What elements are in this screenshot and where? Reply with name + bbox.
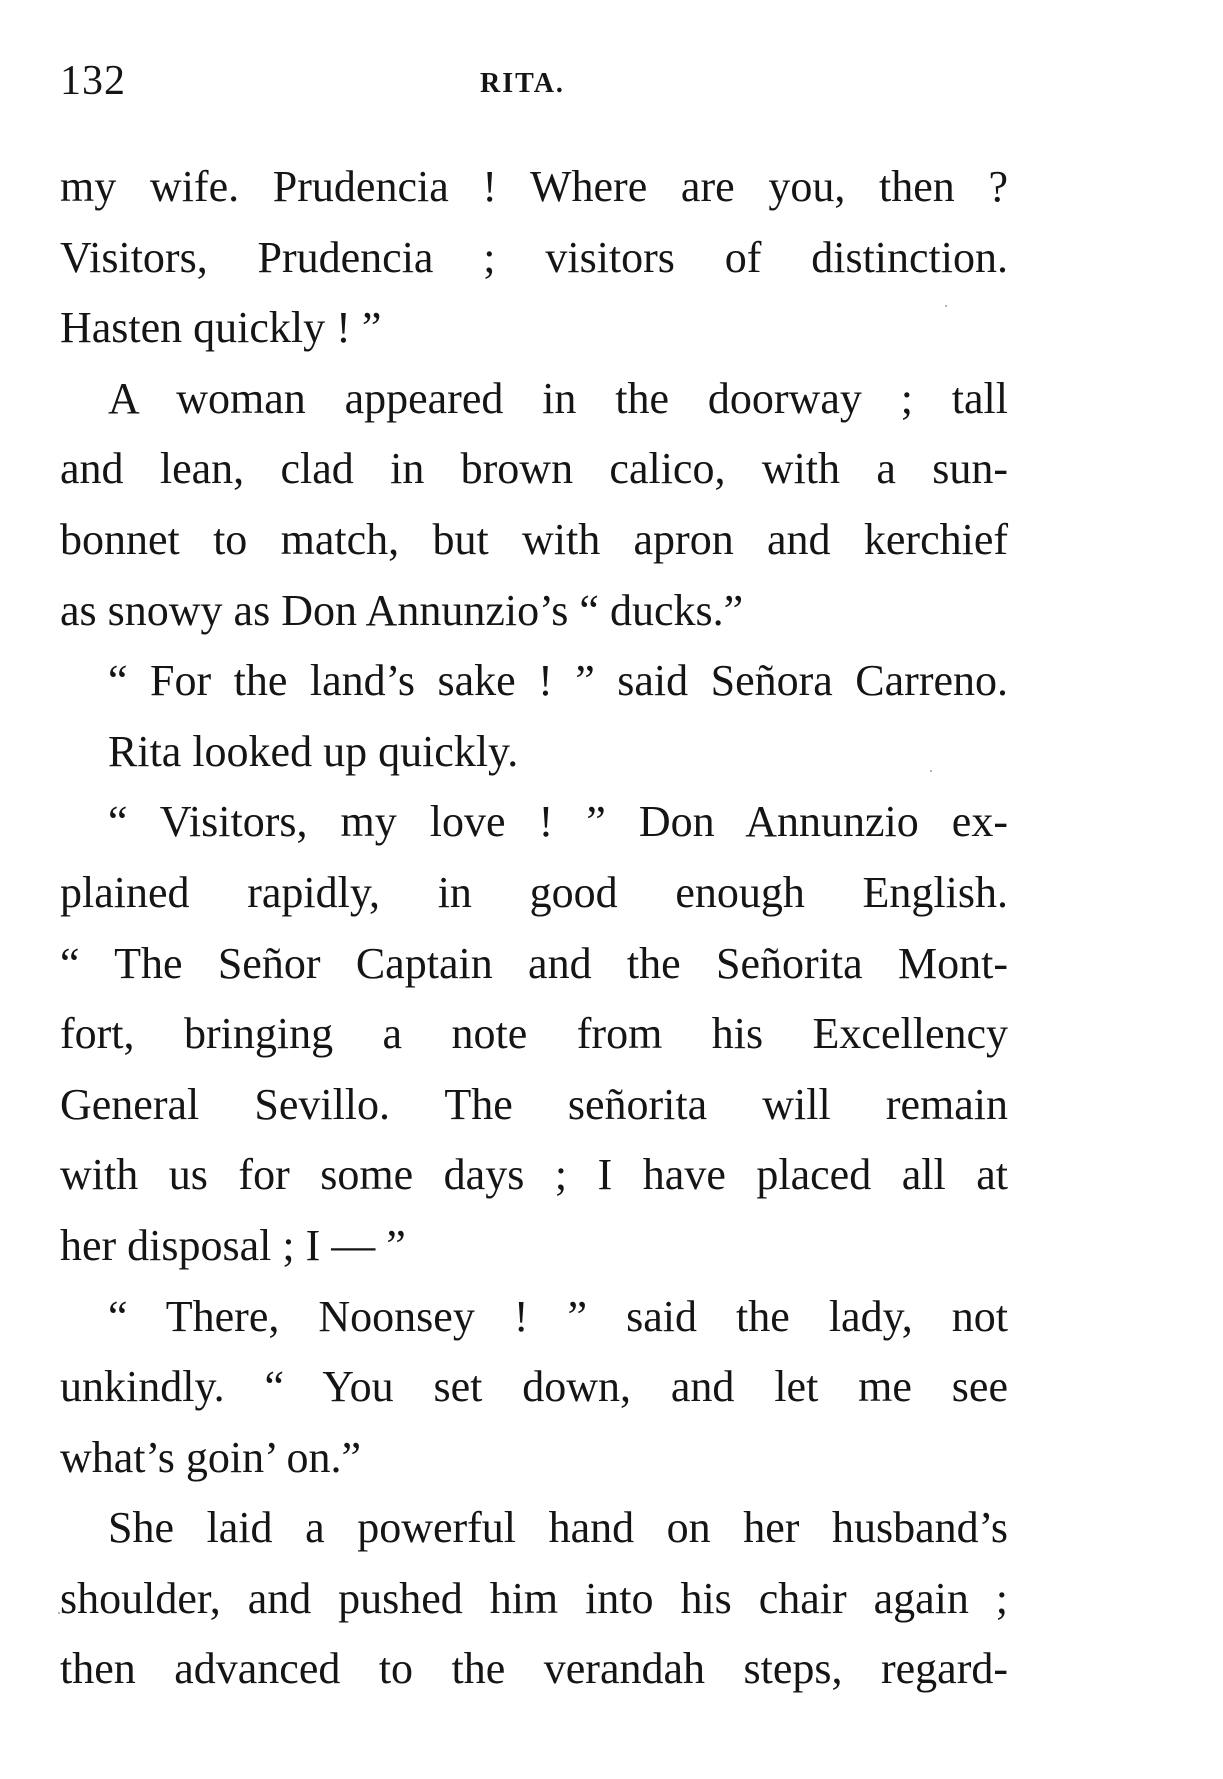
text-line: fort, bringing a note from his Excellency [60, 1009, 1008, 1059]
text-line: her disposal ; I — ” [60, 1220, 406, 1270]
body-text [60, 152, 1008, 1705]
text-line: “ There, Noonsey ! ” said the lady, not [108, 1291, 1008, 1341]
text-line: She laid a powerful hand on her husband’s [108, 1503, 1008, 1553]
paper-speck [930, 770, 932, 772]
text-line: and lean, clad in brown calico, with a sun- [60, 444, 1008, 494]
text-line: unkindly. “ You set down, and let me see [60, 1362, 1008, 1412]
text-line: “ Visitors, my love ! ” Don Annunzio ex- [108, 797, 1008, 847]
text-line: plained rapidly, in good enough English. [60, 867, 1008, 917]
text-line: Hasten quickly ! ” [60, 303, 382, 353]
text-line: as snowy as Don Annunzio’s “ ducks.” [60, 585, 744, 635]
text-line: then advanced to the verandah steps, regard- [60, 1644, 1008, 1694]
text-line: shoulder, and pushed him into his chair again ; [60, 1573, 1008, 1623]
text-line: bonnet to match, but with apron and kerchief [60, 514, 1008, 564]
text-line: General Sevillo. The señorita will remain [60, 1079, 1008, 1129]
text-line: “ The Señor Captain and the Señorita Mont- [60, 938, 1008, 988]
text-line: “ For the land’s sake ! ” said Señora Carreno. [108, 656, 1008, 706]
running-title: RITA. [480, 68, 565, 99]
text-line: my wife. Prudencia ! Where are you, then ? [60, 162, 1008, 211]
running-head [60, 56, 1020, 106]
text-line: with us for some days ; I have placed all at [60, 1150, 1008, 1200]
text-line: Visitors, Prudencia ; visitors of distinction. [60, 232, 1008, 282]
page-number: 132 [60, 58, 126, 104]
paper-speck [58, 1612, 60, 1614]
text-line: A woman appeared in the doorway ; tall [108, 373, 1008, 423]
text-line: Rita looked up quickly. [108, 726, 519, 776]
paper-speck [945, 305, 947, 307]
text-line: what’s goin’ on.” [60, 1432, 362, 1482]
